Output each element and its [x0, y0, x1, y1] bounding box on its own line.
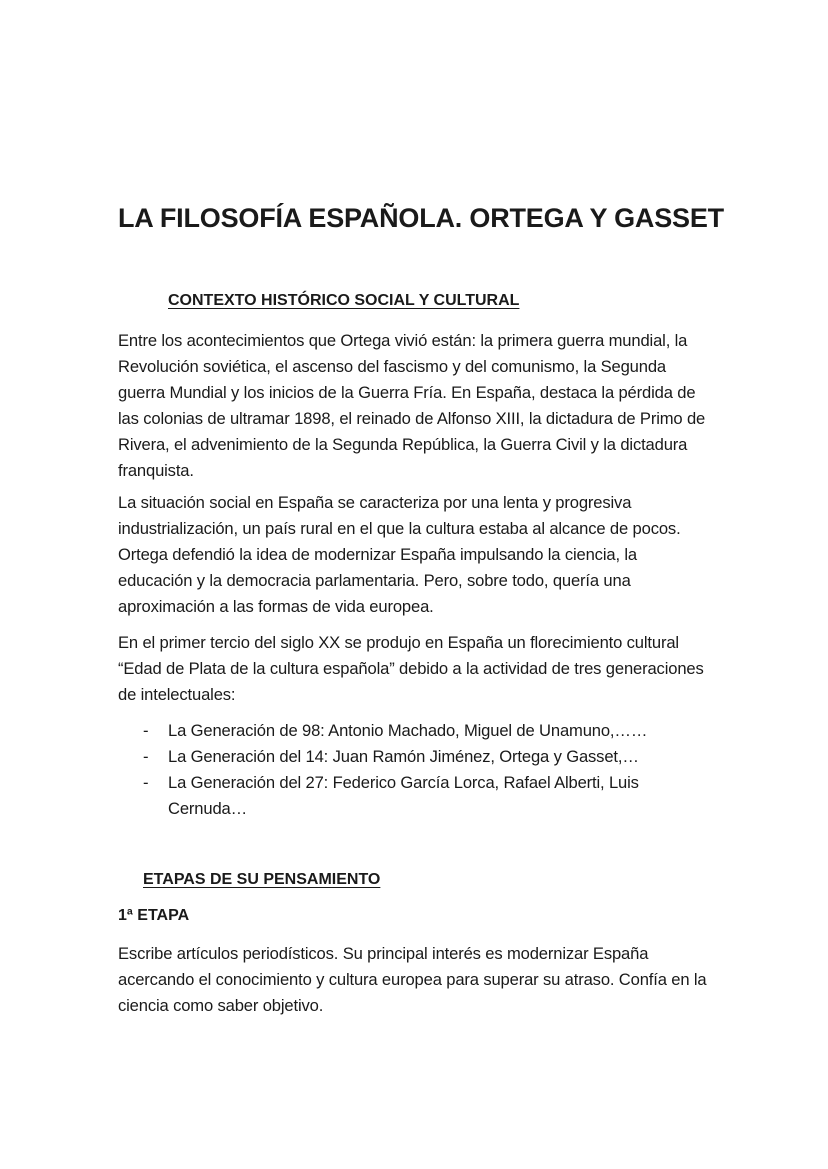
context-section-heading: CONTEXTO HISTÓRICO SOCIAL Y CULTURAL [168, 292, 520, 309]
generation-14: La Generación del 14: Juan Ramón Jiménez, Ortega y Gasset,… [168, 747, 639, 766]
context-paragraph-social: La situación social en España se caracteriza por una lenta y progresiva industrialización, un país rural en el que la cultura estaba al alcance de pocos. Ortega defendió la idea de modernizar España impulsando la ciencia, la educación y la democracia parlamentaria. Pero, sobre todo, quería una aproximación a las formas de vida europea. [118, 493, 681, 616]
list-item [118, 744, 714, 770]
stage-1-heading: 1ª ETAPA [118, 907, 190, 924]
generation-98: La Generación de 98: Antonio Machado, Miguel de Unamuno,…… [168, 721, 648, 740]
stages-section-heading: ETAPAS DE SU PENSAMIENTO [143, 871, 381, 888]
document-title: LA FILOSOFÍA ESPAÑOLA. ORTEGA Y GASSET [118, 203, 724, 233]
generation-27: La Generación del 27: Federico García Lorca, Rafael Alberti, Luis Cernuda… [168, 773, 639, 818]
list-dash: - [143, 747, 149, 766]
context-paragraph-cultural: En el primer tercio del siglo XX se produjo en España un florecimiento cultural “Edad de Plata de la cultura española” debido a la actividad de tres generaciones de intelectuales: [118, 633, 704, 704]
list-item [118, 770, 714, 822]
list-item [118, 718, 714, 744]
context-paragraph-events: Entre los acontecimientos que Ortega vivió están: la primera guerra mundial, la Revolución soviética, el ascenso del fascismo y del comunismo, la Segunda guerra Mundial y los inicios de la Guerra Fría. En España, destaca la pérdida de las colonias de ultramar 1898, el reinado de Alfonso XIII, la dictadura de Primo de Rivera, el advenimiento de la Segunda República, la Guerra Civil y la dictadura franquista. [118, 331, 706, 480]
generations-list [118, 718, 714, 822]
list-dash: - [143, 773, 149, 792]
stage-1-paragraph: Escribe artículos periodísticos. Su principal interés es modernizar España acercando el conocimiento y cultura europea para superar su atraso. Confía en la ciencia como saber objetivo. [118, 944, 707, 1015]
list-dash: - [143, 721, 149, 740]
